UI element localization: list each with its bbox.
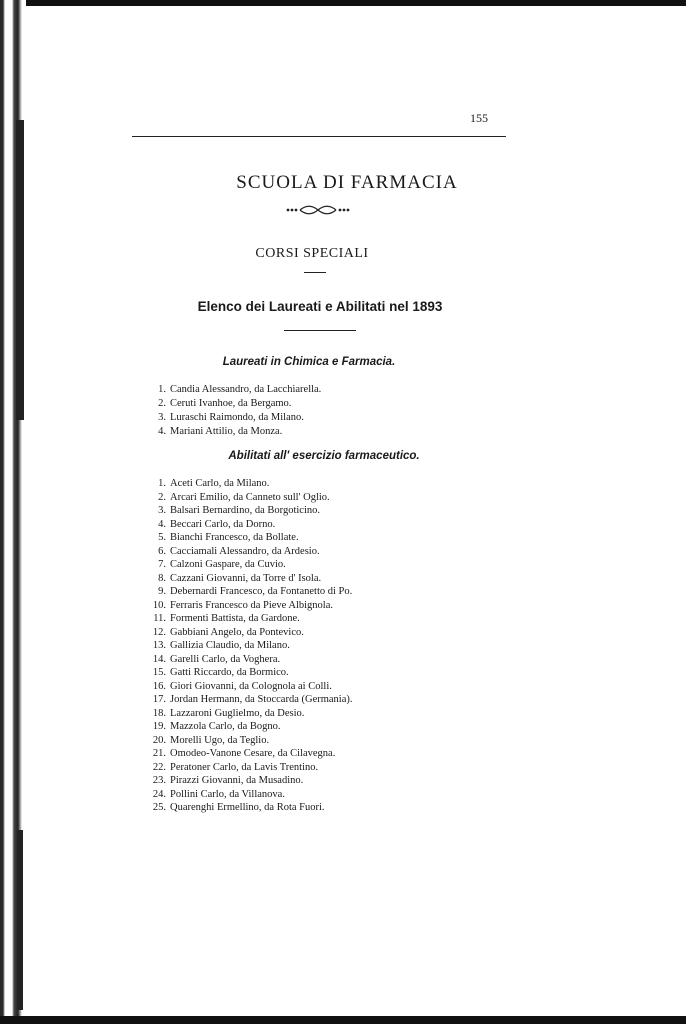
entry-number: 14. [152,653,166,665]
section-title-laureati: Laureati in Chimica e Farmacia. [222,356,396,368]
entry-number: 25. [152,802,166,813]
page-number: 155 [470,111,488,125]
entry-number: 21. [152,748,166,759]
list-item [146,626,353,640]
list-item [146,531,353,545]
entry-text: Giori Giovanni, da Colognola ai Colli. [170,680,332,692]
entry-text: Luraschi Raimondo, da Milano. [170,412,304,423]
ornament-icon [284,204,352,216]
entry-text: Peratoner Carlo, da Lavis Trentino. [170,761,319,773]
entry-text: Arcari Emilio, da Canneto sull' Oglio. [170,491,330,503]
entry-text: Cacciamali Alessandro, da Ardesio. [170,545,320,557]
entry-number: 11. [153,613,166,624]
entry-number: 13. [152,640,166,651]
entry-text: Lazzaroni Guglielmo, da Desio. [170,707,305,719]
short-rule [304,272,326,273]
list-item [146,774,353,788]
list-item [146,801,353,815]
list-item [146,585,353,599]
list-item [146,397,321,411]
entry-number: 12. [152,626,166,638]
entry-text: Quarenghi Ermellino, da Rota Fuori. [170,802,325,813]
list-item [146,734,353,748]
list-item [146,491,353,505]
spine-shadow-lower [18,830,23,1010]
list-item [146,707,353,721]
list-item [146,425,321,439]
entry-text: Debernardi Francesco, da Fontanetto di Po. [170,586,353,597]
entry-number: 16. [152,680,166,692]
list-item [146,518,353,532]
entry-text: Garelli Carlo, da Voghera. [170,653,281,665]
list-item [146,720,353,734]
entry-number: 23. [152,775,166,786]
list-item [146,558,353,572]
list-item [146,693,353,707]
list-item [146,761,353,775]
header-rule [132,136,506,137]
entry-text: Beccari Carlo, da Dorno. [170,518,276,530]
entry-text: Formenti Battista, da Gardone. [170,613,300,624]
top-scan-border [0,0,686,6]
list-item [146,477,353,491]
mid-rule [284,330,356,331]
entry-number: 6. [158,545,166,557]
list-item [146,545,353,559]
list-item [146,572,353,586]
entry-number: 9. [158,586,166,597]
entry-text: Morelli Ugo, da Teglio. [170,734,270,746]
list-item [146,411,321,425]
entry-text: Candia Alessandro, da Lacchiarella. [170,384,322,395]
entry-number: 2. [158,491,166,503]
list-item [146,599,353,613]
laureati-list [146,383,321,439]
list-item [146,747,353,761]
entry-text: Cazzani Giovanni, da Torre d' Isola. [170,572,322,584]
entry-number: 8. [158,572,166,584]
entry-number: 20. [152,734,166,746]
entry-text: Pirazzi Giovanni, da Musadino. [170,775,304,786]
entry-text: Gabbiani Angelo, da Pontevico. [170,626,304,638]
spine-shadow [16,120,24,420]
entry-text: Gallizia Claudio, da Milano. [170,640,290,651]
entry-number: 7. [158,559,166,570]
entry-number: 17. [152,694,166,705]
section-title-abilitati: Abilitati all' esercizio farmaceutico. [228,450,420,462]
entry-text: Mariani Attilio, da Monza. [170,426,283,437]
entry-text: Bianchi Francesco, da Bollate. [170,532,299,543]
entry-text: Ceruti Ivanhoe, da Bergamo. [170,398,292,409]
entry-number: 4. [158,426,166,437]
bottom-scan-border [0,1016,686,1024]
list-item [146,680,353,694]
entry-text: Aceti Carlo, da Milano. [170,478,270,489]
list-item [146,639,353,653]
entry-text: Balsari Bernardino, da Borgoticino. [170,505,320,516]
entry-number: 1. [158,384,166,395]
abilitati-list [146,477,353,815]
list-item [146,612,353,626]
list-item [146,788,353,802]
entry-text: Pollini Carlo, da Villanova. [170,788,285,800]
entry-number: 1. [158,478,166,489]
entry-text: Mazzola Carlo, da Bogno. [170,721,281,732]
entry-number: 19. [152,721,166,732]
entry-number: 3. [158,505,166,516]
entry-number: 5. [158,532,166,543]
entry-text: Calzoni Gaspare, da Cuvio. [170,559,286,570]
entry-number: 15. [152,667,166,678]
entry-number: 24. [152,788,166,800]
entry-number: 3. [158,412,166,423]
list-heading: Elenco dei Laureati e Abilitati nel 1893 [197,299,443,314]
entry-text: Omodeo-Vanone Cesare, da Cilavegna. [170,748,336,759]
entry-text: Gatti Riccardo, da Bormico. [170,667,289,678]
list-item [146,504,353,518]
page-title: SCUOLA DI FARMACIA [236,172,458,193]
entry-text: Ferraris Francesco da Pieve Albignola. [170,599,333,611]
list-item [146,666,353,680]
entry-number: 4. [158,518,166,530]
list-item [146,653,353,667]
entry-number: 22. [152,761,166,773]
entry-text: Jordan Hermann, da Stoccarda (Germania). [170,694,353,705]
list-item [146,383,321,397]
entry-number: 2. [158,398,166,409]
entry-number: 18. [152,707,166,719]
section-subtitle: CORSI SPECIALI [255,246,369,261]
entry-number: 10. [152,599,166,611]
